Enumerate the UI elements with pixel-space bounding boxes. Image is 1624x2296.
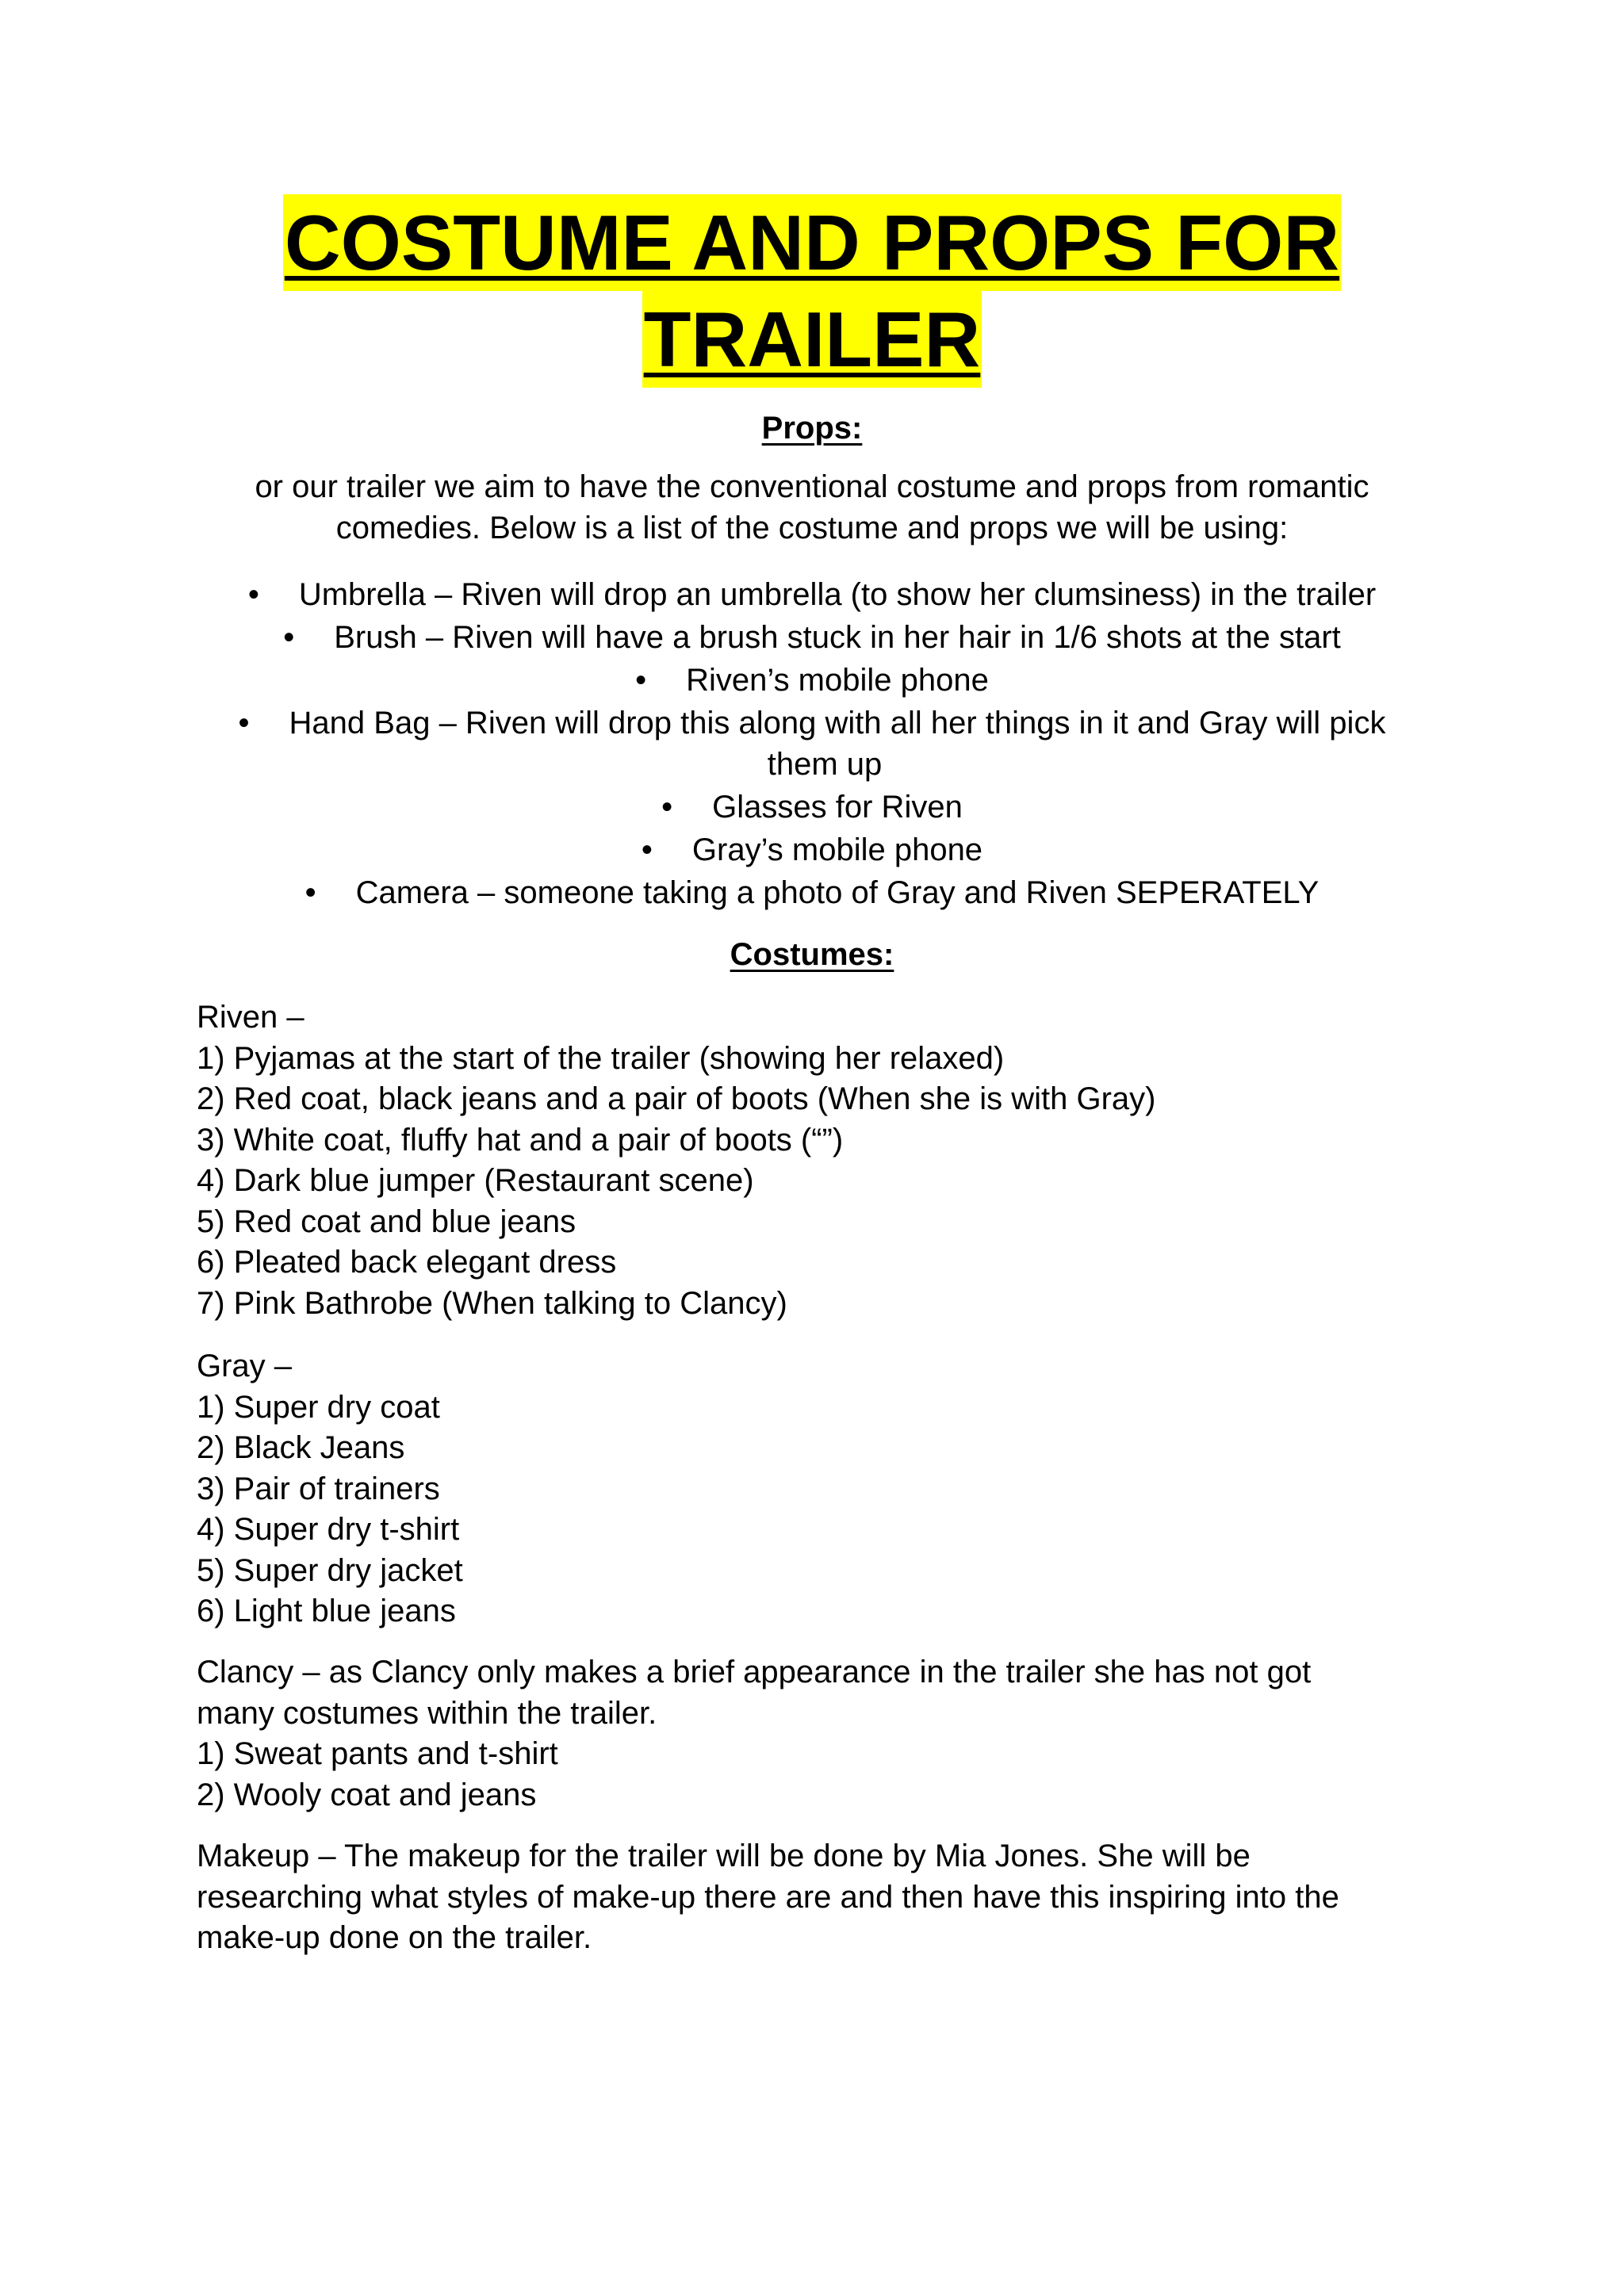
props-item-riven-phone: Riven’s mobile phone	[686, 663, 989, 698]
gray-label: Gray –	[197, 1349, 293, 1383]
props-intro: or our trailer we aim to have the conventional costume and props from romantic comedies. Below is a list of the costume and props we will be using:	[255, 469, 1369, 545]
list-item: 6) Light blue jeans	[197, 1594, 456, 1628]
list-item: 4) Dark blue jumper (Restaurant scene)	[197, 1163, 754, 1198]
riven-costumes	[197, 997, 1434, 1324]
list-item: 6) Pleated back elegant dress	[197, 1245, 617, 1280]
page-title	[0, 194, 1624, 388]
list-item: 2) Black Jeans	[197, 1430, 405, 1465]
bullet-icon: •	[635, 663, 647, 698]
props-item-umbrella: Umbrella – Riven will drop an umbrella (to show her clumsiness) in the trailer	[298, 577, 1377, 612]
riven-label: Riven –	[197, 1000, 304, 1035]
props-item-hand-bag-cont: them up	[767, 747, 883, 782]
bullet-icon: •	[641, 832, 653, 867]
list-item	[0, 660, 1624, 701]
list-item	[0, 617, 1624, 658]
clancy-costumes	[197, 1652, 1370, 1816]
bullet-icon: •	[304, 875, 316, 910]
props-heading: Props:	[761, 411, 863, 446]
list-item	[0, 872, 1624, 913]
gray-costumes	[197, 1346, 1434, 1632]
clancy-label: Clancy – as Clancy only makes a brief appearance in the trailer she has not got many costumes within the trailer.	[197, 1655, 1312, 1731]
bullet-icon: •	[283, 620, 295, 655]
costumes-heading: Costumes:	[730, 937, 894, 972]
props-item-camera: Camera – someone taking a photo of Gray and Riven SEPERATELY	[355, 875, 1320, 910]
list-item-continuation	[0, 744, 1624, 785]
list-item: 4) Super dry t-shirt	[197, 1512, 460, 1547]
list-item: 5) Super dry jacket	[197, 1552, 463, 1588]
list-item	[0, 702, 1624, 744]
list-item: 1) Pyjamas at the start of the trailer (showing her relaxed)	[197, 1040, 1005, 1076]
list-item	[0, 829, 1624, 871]
list-item: 2) Wooly coat and jeans	[197, 1777, 537, 1812]
list-item	[0, 786, 1624, 828]
list-item: 1) Super dry coat	[197, 1389, 440, 1425]
list-item: 3) White coat, fluffy hat and a pair of boots (“”)	[197, 1122, 844, 1158]
list-item: 7) Pink Bathrobe (When talking to Clancy)	[197, 1285, 787, 1321]
bullet-icon: •	[247, 577, 259, 612]
makeup-text: Makeup – The makeup for the trailer will be done by Mia Jones. She will be researching what styles of make-up there are and then have this inspiring into the make-up done on the trailer.	[197, 1839, 1339, 1955]
props-item-gray-phone: Gray’s mobile phone	[691, 832, 983, 867]
list-item	[0, 574, 1624, 615]
makeup-paragraph	[197, 1836, 1410, 1959]
list-item: 2) Red coat, black jeans and a pair of boots (When she is with Gray)	[197, 1081, 1156, 1116]
props-item-hand-bag: Hand Bag – Riven will drop this along with all her things in it and Gray will pick	[289, 706, 1386, 740]
props-item-glasses: Glasses for Riven	[712, 790, 963, 825]
title-line-2: TRAILER	[642, 291, 982, 388]
bullet-icon: •	[238, 706, 250, 740]
list-item: 1) Sweat pants and t-shirt	[197, 1736, 558, 1771]
list-item: 3) Pair of trainers	[197, 1471, 440, 1506]
bullet-icon: •	[661, 790, 673, 825]
props-item-brush: Brush – Riven will have a brush stuck in her hair in 1/6 shots at the start	[334, 620, 1341, 655]
list-item: 5) Red coat and blue jeans	[197, 1203, 576, 1239]
title-line-1: COSTUME AND PROPS FOR	[283, 194, 1341, 291]
